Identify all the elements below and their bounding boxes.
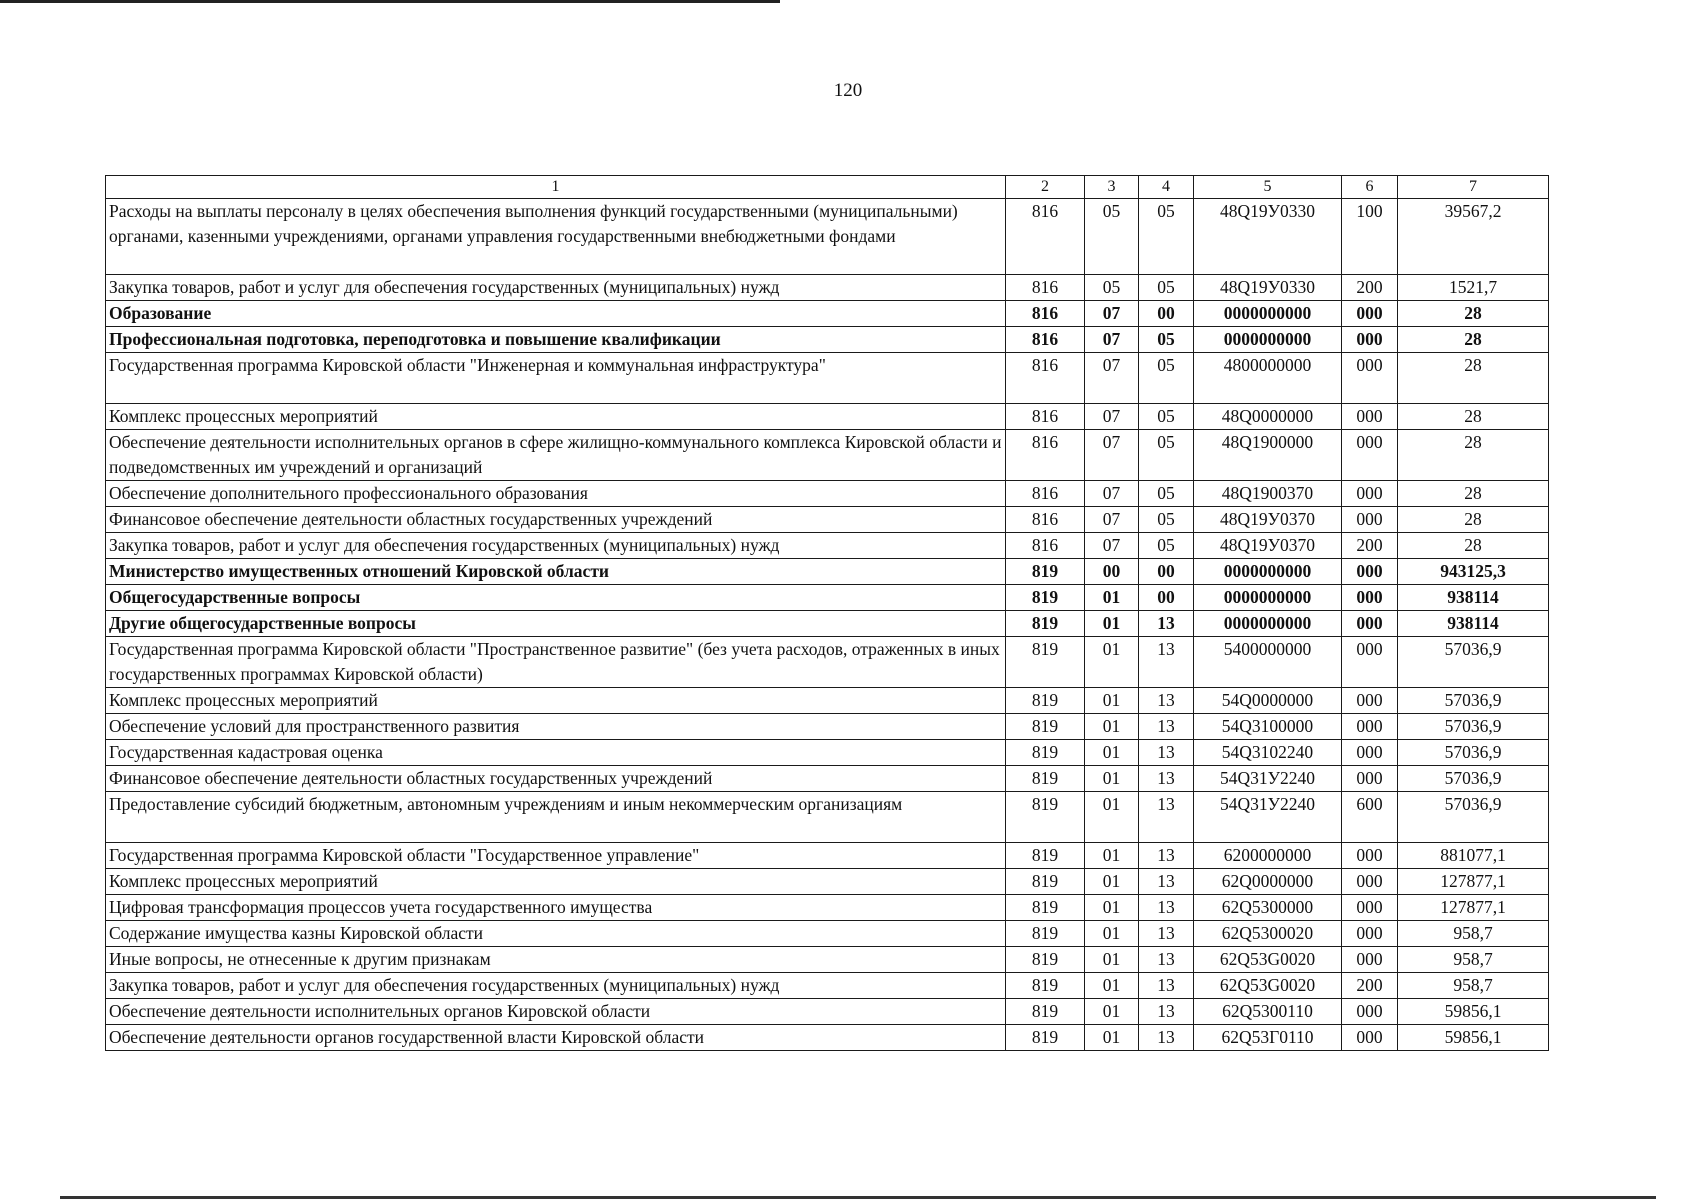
table-row <box>106 404 1549 430</box>
row-name-cell: Министерство имущественных отношений Кировской области <box>106 559 1006 585</box>
row-name-cell: Профессиональная подготовка, переподготовка и повышение квалификации <box>106 327 1006 353</box>
row-amount-cell: 28 <box>1398 481 1549 507</box>
row-admin-code-cell: 816 <box>1006 275 1085 301</box>
row-expense-type-cell: 000 <box>1342 353 1398 404</box>
row-admin-code-cell: 819 <box>1006 973 1085 999</box>
row-admin-code-cell: 819 <box>1006 766 1085 792</box>
row-section-cell: 01 <box>1085 688 1139 714</box>
row-name-cell: Общегосударственные вопросы <box>106 585 1006 611</box>
row-section-cell: 01 <box>1085 999 1139 1025</box>
row-admin-code-cell: 819 <box>1006 714 1085 740</box>
row-subsection-cell: 13 <box>1139 895 1194 921</box>
row-target-article-cell: 0000000000 <box>1194 301 1342 327</box>
row-subsection-cell: 13 <box>1139 843 1194 869</box>
scan-edge-top <box>0 0 780 3</box>
row-name-cell: Обеспечение условий для пространственного развития <box>106 714 1006 740</box>
row-target-article-cell: 62Q5300110 <box>1194 999 1342 1025</box>
row-subsection-cell: 05 <box>1139 275 1194 301</box>
row-name-cell: Финансовое обеспечение деятельности областных государственных учреждений <box>106 766 1006 792</box>
table-row <box>106 533 1549 559</box>
row-section-cell: 07 <box>1085 404 1139 430</box>
row-name-cell: Комплекс процессных мероприятий <box>106 688 1006 714</box>
row-amount-cell: 57036,9 <box>1398 792 1549 843</box>
header-col-5: 5 <box>1194 176 1342 199</box>
row-target-article-cell: 0000000000 <box>1194 585 1342 611</box>
row-admin-code-cell: 819 <box>1006 869 1085 895</box>
row-admin-code-cell: 816 <box>1006 507 1085 533</box>
row-name-cell: Предоставление субсидий бюджетным, автономным учреждениям и иным некоммерческим организациям <box>106 792 1006 843</box>
row-admin-code-cell: 819 <box>1006 611 1085 637</box>
table-row <box>106 327 1549 353</box>
row-admin-code-cell: 816 <box>1006 430 1085 481</box>
row-name-cell: Государственная программа Кировской области "Пространственное развитие" (без учета расходов, отраженных в иных государственных программах Кировской области) <box>106 637 1006 688</box>
row-admin-code-cell: 819 <box>1006 999 1085 1025</box>
table-row <box>106 481 1549 507</box>
row-expense-type-cell: 000 <box>1342 999 1398 1025</box>
row-subsection-cell: 13 <box>1139 999 1194 1025</box>
row-name-cell: Иные вопросы, не отнесенные к другим признакам <box>106 947 1006 973</box>
row-target-article-cell: 48Q19У0330 <box>1194 199 1342 275</box>
row-expense-type-cell: 600 <box>1342 792 1398 843</box>
row-target-article-cell: 54Q3100000 <box>1194 714 1342 740</box>
table-row <box>106 1025 1549 1051</box>
row-admin-code-cell: 819 <box>1006 740 1085 766</box>
row-name-cell: Другие общегосударственные вопросы <box>106 611 1006 637</box>
row-admin-code-cell: 816 <box>1006 353 1085 404</box>
header-col-1: 1 <box>106 176 1006 199</box>
row-target-article-cell: 62Q0000000 <box>1194 869 1342 895</box>
table-row <box>106 843 1549 869</box>
row-amount-cell: 39567,2 <box>1398 199 1549 275</box>
row-amount-cell: 57036,9 <box>1398 766 1549 792</box>
row-amount-cell: 28 <box>1398 327 1549 353</box>
row-amount-cell: 28 <box>1398 507 1549 533</box>
table-row <box>106 611 1549 637</box>
row-subsection-cell: 05 <box>1139 353 1194 404</box>
table-header-row <box>106 176 1549 199</box>
row-expense-type-cell: 200 <box>1342 533 1398 559</box>
row-admin-code-cell: 819 <box>1006 947 1085 973</box>
row-admin-code-cell: 819 <box>1006 637 1085 688</box>
row-name-cell: Обеспечение деятельности органов государственной власти Кировской области <box>106 1025 1006 1051</box>
row-target-article-cell: 62Q5300020 <box>1194 921 1342 947</box>
row-subsection-cell: 13 <box>1139 688 1194 714</box>
row-name-cell: Комплекс процессных мероприятий <box>106 404 1006 430</box>
row-target-article-cell: 62Q5300000 <box>1194 895 1342 921</box>
row-section-cell: 01 <box>1085 637 1139 688</box>
row-admin-code-cell: 819 <box>1006 843 1085 869</box>
row-section-cell: 01 <box>1085 947 1139 973</box>
row-target-article-cell: 6200000000 <box>1194 843 1342 869</box>
table-row <box>106 869 1549 895</box>
row-name-cell: Обеспечение деятельности исполнительных органов Кировской области <box>106 999 1006 1025</box>
header-col-3: 3 <box>1085 176 1139 199</box>
row-expense-type-cell: 000 <box>1342 404 1398 430</box>
row-subsection-cell: 13 <box>1139 766 1194 792</box>
row-section-cell: 01 <box>1085 740 1139 766</box>
row-target-article-cell: 48Q1900370 <box>1194 481 1342 507</box>
row-admin-code-cell: 816 <box>1006 481 1085 507</box>
row-target-article-cell: 62Q53Г0110 <box>1194 1025 1342 1051</box>
row-amount-cell: 958,7 <box>1398 973 1549 999</box>
row-subsection-cell: 05 <box>1139 507 1194 533</box>
row-subsection-cell: 05 <box>1139 533 1194 559</box>
row-admin-code-cell: 819 <box>1006 1025 1085 1051</box>
row-subsection-cell: 13 <box>1139 637 1194 688</box>
row-amount-cell: 57036,9 <box>1398 714 1549 740</box>
row-admin-code-cell: 816 <box>1006 533 1085 559</box>
row-section-cell: 07 <box>1085 301 1139 327</box>
row-subsection-cell: 13 <box>1139 740 1194 766</box>
row-expense-type-cell: 000 <box>1342 1025 1398 1051</box>
row-expense-type-cell: 200 <box>1342 275 1398 301</box>
row-target-article-cell: 54Q3102240 <box>1194 740 1342 766</box>
row-section-cell: 01 <box>1085 585 1139 611</box>
table-row <box>106 895 1549 921</box>
row-name-cell: Государственная кадастровая оценка <box>106 740 1006 766</box>
row-name-cell: Цифровая трансформация процессов учета государственного имущества <box>106 895 1006 921</box>
row-amount-cell: 938114 <box>1398 611 1549 637</box>
table-row <box>106 585 1549 611</box>
row-target-article-cell: 62Q53G0020 <box>1194 947 1342 973</box>
row-name-cell: Государственная программа Кировской области "Инженерная и коммунальная инфраструктура" <box>106 353 1006 404</box>
row-expense-type-cell: 000 <box>1342 507 1398 533</box>
row-target-article-cell: 4800000000 <box>1194 353 1342 404</box>
table-row <box>106 275 1549 301</box>
row-target-article-cell: 5400000000 <box>1194 637 1342 688</box>
row-section-cell: 07 <box>1085 353 1139 404</box>
row-amount-cell: 958,7 <box>1398 921 1549 947</box>
row-section-cell: 07 <box>1085 327 1139 353</box>
row-expense-type-cell: 000 <box>1342 585 1398 611</box>
row-name-cell: Образование <box>106 301 1006 327</box>
row-subsection-cell: 05 <box>1139 199 1194 275</box>
row-admin-code-cell: 819 <box>1006 688 1085 714</box>
header-col-7: 7 <box>1398 176 1549 199</box>
table-row <box>106 714 1549 740</box>
row-subsection-cell: 05 <box>1139 404 1194 430</box>
row-target-article-cell: 48Q1900000 <box>1194 430 1342 481</box>
table-body <box>106 199 1549 1051</box>
row-subsection-cell: 00 <box>1139 301 1194 327</box>
row-section-cell: 01 <box>1085 921 1139 947</box>
row-subsection-cell: 13 <box>1139 921 1194 947</box>
row-name-cell: Закупка товаров, работ и услуг для обеспечения государственных (муниципальных) нужд <box>106 533 1006 559</box>
row-admin-code-cell: 816 <box>1006 404 1085 430</box>
row-expense-type-cell: 000 <box>1342 947 1398 973</box>
row-amount-cell: 28 <box>1398 301 1549 327</box>
row-subsection-cell: 13 <box>1139 792 1194 843</box>
row-subsection-cell: 05 <box>1139 327 1194 353</box>
row-amount-cell: 28 <box>1398 404 1549 430</box>
row-name-cell: Закупка товаров, работ и услуг для обеспечения государственных (муниципальных) нужд <box>106 275 1006 301</box>
table-row <box>106 973 1549 999</box>
row-target-article-cell: 48Q19У0370 <box>1194 533 1342 559</box>
row-admin-code-cell: 819 <box>1006 895 1085 921</box>
row-target-article-cell: 62Q53G0020 <box>1194 973 1342 999</box>
row-section-cell: 01 <box>1085 1025 1139 1051</box>
row-section-cell: 07 <box>1085 430 1139 481</box>
table-row <box>106 999 1549 1025</box>
row-target-article-cell: 48Q19У0330 <box>1194 275 1342 301</box>
row-amount-cell: 57036,9 <box>1398 740 1549 766</box>
row-section-cell: 07 <box>1085 533 1139 559</box>
row-name-cell: Закупка товаров, работ и услуг для обеспечения государственных (муниципальных) нужд <box>106 973 1006 999</box>
header-col-6: 6 <box>1342 176 1398 199</box>
row-amount-cell: 1521,7 <box>1398 275 1549 301</box>
row-subsection-cell: 05 <box>1139 430 1194 481</box>
row-admin-code-cell: 816 <box>1006 301 1085 327</box>
row-expense-type-cell: 000 <box>1342 766 1398 792</box>
row-name-cell: Содержание имущества казны Кировской области <box>106 921 1006 947</box>
table-row <box>106 792 1549 843</box>
row-subsection-cell: 13 <box>1139 714 1194 740</box>
row-name-cell: Обеспечение деятельности исполнительных органов в сфере жилищно-коммунального комплекса Кировской области и подведомственных им учреждений и организаций <box>106 430 1006 481</box>
row-target-article-cell: 54Q0000000 <box>1194 688 1342 714</box>
row-name-cell: Финансовое обеспечение деятельности областных государственных учреждений <box>106 507 1006 533</box>
header-col-4: 4 <box>1139 176 1194 199</box>
row-name-cell: Комплекс процессных мероприятий <box>106 869 1006 895</box>
row-amount-cell: 938114 <box>1398 585 1549 611</box>
table-row <box>106 947 1549 973</box>
row-target-article-cell: 54Q31У2240 <box>1194 766 1342 792</box>
scan-edge-bottom <box>60 1196 1656 1199</box>
table-row <box>106 507 1549 533</box>
row-target-article-cell: 54Q31У2240 <box>1194 792 1342 843</box>
row-expense-type-cell: 000 <box>1342 895 1398 921</box>
row-section-cell: 01 <box>1085 843 1139 869</box>
table-row <box>106 301 1549 327</box>
row-section-cell: 01 <box>1085 766 1139 792</box>
row-name-cell: Государственная программа Кировской области "Государственное управление" <box>106 843 1006 869</box>
row-target-article-cell: 0000000000 <box>1194 327 1342 353</box>
row-section-cell: 01 <box>1085 714 1139 740</box>
row-admin-code-cell: 819 <box>1006 921 1085 947</box>
row-amount-cell: 28 <box>1398 353 1549 404</box>
row-expense-type-cell: 000 <box>1342 637 1398 688</box>
row-expense-type-cell: 000 <box>1342 611 1398 637</box>
row-expense-type-cell: 000 <box>1342 481 1398 507</box>
table-row <box>106 430 1549 481</box>
row-section-cell: 01 <box>1085 869 1139 895</box>
row-section-cell: 05 <box>1085 275 1139 301</box>
table-row <box>106 199 1549 275</box>
row-amount-cell: 943125,3 <box>1398 559 1549 585</box>
row-section-cell: 01 <box>1085 611 1139 637</box>
page-number: 120 <box>833 80 863 101</box>
row-section-cell: 00 <box>1085 559 1139 585</box>
row-amount-cell: 59856,1 <box>1398 999 1549 1025</box>
row-expense-type-cell: 200 <box>1342 973 1398 999</box>
table-row <box>106 740 1549 766</box>
row-subsection-cell: 13 <box>1139 947 1194 973</box>
row-expense-type-cell: 000 <box>1342 327 1398 353</box>
row-amount-cell: 57036,9 <box>1398 637 1549 688</box>
row-expense-type-cell: 000 <box>1342 301 1398 327</box>
row-subsection-cell: 13 <box>1139 611 1194 637</box>
table-row <box>106 921 1549 947</box>
row-amount-cell: 59856,1 <box>1398 1025 1549 1051</box>
row-admin-code-cell: 819 <box>1006 585 1085 611</box>
table-row <box>106 559 1549 585</box>
row-subsection-cell: 00 <box>1139 585 1194 611</box>
table-row <box>106 637 1549 688</box>
row-amount-cell: 57036,9 <box>1398 688 1549 714</box>
row-expense-type-cell: 000 <box>1342 921 1398 947</box>
row-amount-cell: 127877,1 <box>1398 895 1549 921</box>
row-amount-cell: 28 <box>1398 430 1549 481</box>
row-subsection-cell: 05 <box>1139 481 1194 507</box>
row-subsection-cell: 13 <box>1139 1025 1194 1051</box>
row-subsection-cell: 13 <box>1139 973 1194 999</box>
row-subsection-cell: 00 <box>1139 559 1194 585</box>
row-section-cell: 01 <box>1085 895 1139 921</box>
row-section-cell: 07 <box>1085 507 1139 533</box>
row-expense-type-cell: 000 <box>1342 843 1398 869</box>
row-amount-cell: 127877,1 <box>1398 869 1549 895</box>
row-target-article-cell: 48Q19У0370 <box>1194 507 1342 533</box>
row-name-cell: Расходы на выплаты персоналу в целях обеспечения выполнения функций государственными (муниципальными) органами, казенными учреждениями, органами управления государственными внебюджетными фондами <box>106 199 1006 275</box>
row-admin-code-cell: 816 <box>1006 327 1085 353</box>
row-admin-code-cell: 819 <box>1006 792 1085 843</box>
row-section-cell: 01 <box>1085 973 1139 999</box>
row-expense-type-cell: 000 <box>1342 714 1398 740</box>
row-section-cell: 01 <box>1085 792 1139 843</box>
row-expense-type-cell: 000 <box>1342 559 1398 585</box>
row-admin-code-cell: 819 <box>1006 559 1085 585</box>
row-expense-type-cell: 000 <box>1342 688 1398 714</box>
row-subsection-cell: 13 <box>1139 869 1194 895</box>
table-row <box>106 766 1549 792</box>
row-target-article-cell: 0000000000 <box>1194 611 1342 637</box>
row-section-cell: 05 <box>1085 199 1139 275</box>
row-expense-type-cell: 000 <box>1342 430 1398 481</box>
row-amount-cell: 881077,1 <box>1398 843 1549 869</box>
row-section-cell: 07 <box>1085 481 1139 507</box>
row-admin-code-cell: 816 <box>1006 199 1085 275</box>
row-target-article-cell: 0000000000 <box>1194 559 1342 585</box>
row-expense-type-cell: 100 <box>1342 199 1398 275</box>
row-amount-cell: 958,7 <box>1398 947 1549 973</box>
row-expense-type-cell: 000 <box>1342 740 1398 766</box>
table-row <box>106 353 1549 404</box>
row-target-article-cell: 48Q0000000 <box>1194 404 1342 430</box>
table-row <box>106 688 1549 714</box>
budget-table <box>105 175 1549 1051</box>
row-amount-cell: 28 <box>1398 533 1549 559</box>
header-col-2: 2 <box>1006 176 1085 199</box>
row-expense-type-cell: 000 <box>1342 869 1398 895</box>
row-name-cell: Обеспечение дополнительного профессионального образования <box>106 481 1006 507</box>
